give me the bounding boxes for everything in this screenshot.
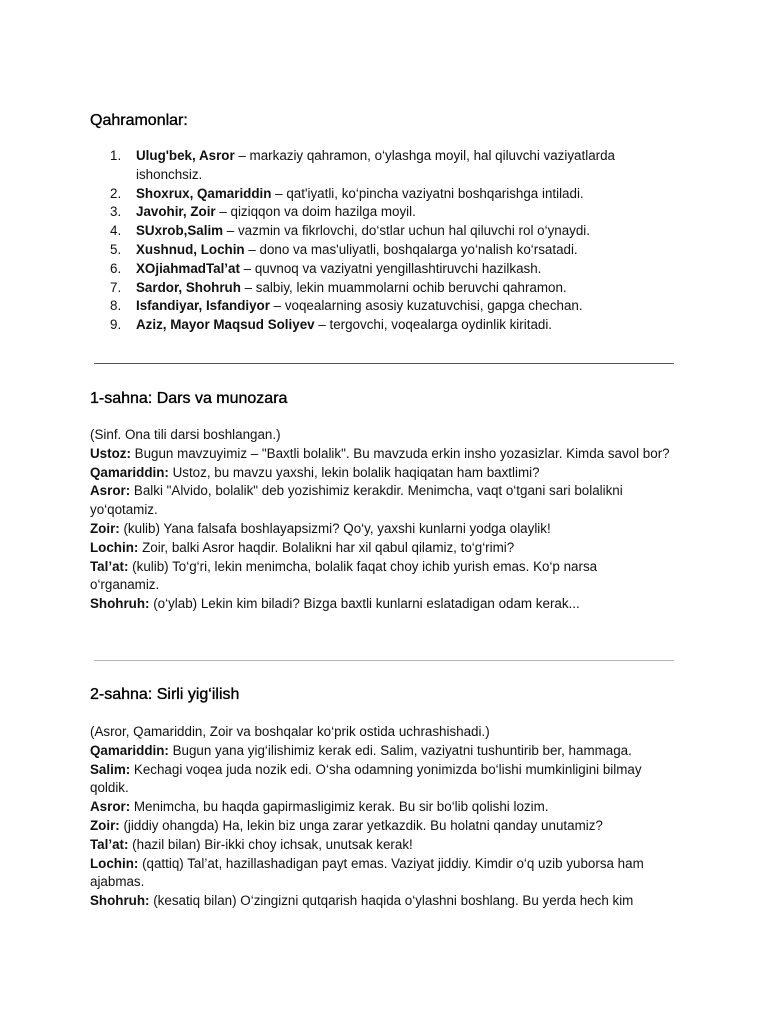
speaker-name: Lochin: (90, 539, 139, 555)
list-number: 8. (110, 298, 122, 314)
list-item (90, 185, 656, 204)
dialogue-line (90, 742, 670, 761)
characters-list (90, 147, 656, 335)
character-description: – voqealarning asosiy kuzatuvchisi, gapga chechan. (269, 298, 583, 314)
list-number: 6. (110, 260, 122, 276)
speaker-name: Qamariddin: (90, 464, 169, 480)
dialogue-text: Zoir, balki Asror haqdir. Bolalikni har xil qabul qilamiz, to‘g‘rimi? (138, 539, 515, 555)
dialogue-text: Ustoz, bu mavzu yaxshi, lekin bolalik haqiqatan ham baxtlimi? (168, 464, 540, 480)
character-description: – qat'iyatli, ko‘pincha vaziyatni boshqarishga intiladi. (271, 185, 584, 201)
dialogue-line (90, 817, 670, 836)
scene-1-title: 1-sahna: Dars va munozara (90, 390, 288, 407)
character-name: XOjiahmadTal’at (136, 260, 240, 276)
list-item (90, 316, 656, 335)
list-item (90, 297, 656, 316)
scene-2-title: 2-sahna: Sirli yig‘ilish (90, 686, 240, 703)
dialogue-text: Bugun yana yig‘ilishimiz kerak edi. Salim, vaziyatni tushuntirib ber, hammaga. (168, 742, 632, 758)
dialogue-line (90, 539, 670, 558)
character-description: – salbiy, lekin muammolarni ochib beruvchi qahramon. (240, 279, 567, 295)
list-number: 4. (110, 223, 122, 239)
speaker-name: Tal’at: (90, 836, 129, 852)
speaker-name: Asror: (90, 799, 131, 815)
speaker-name: Ustoz: (90, 445, 131, 461)
stage-direction (90, 426, 670, 445)
dialogue-line (90, 464, 670, 483)
list-number: 5. (110, 241, 122, 257)
character-description: – qiziqqon va doim hazilga moyil. (215, 204, 416, 220)
stage-direction (90, 723, 670, 742)
dialogue-line (90, 761, 670, 799)
list-number: 7. (110, 279, 122, 295)
dialogue-text: (hazil bilan) Bir-ikki choy ichsak, unutsak kerak! (128, 836, 413, 852)
list-number: 3. (110, 204, 122, 220)
list-number: 9. (110, 317, 122, 333)
dialogue-text: (jiddiy ohangda) Ha, lekin biz unga zarar yetkazdik. Bu holatni qanday unutamiz? (119, 817, 603, 833)
dialogue-line (90, 445, 670, 464)
character-description: – markaziy qahramon, o‘ylashga moyil, hal qiluvchi vaziyatlarda ishonchsiz. (136, 148, 615, 182)
list-item (90, 222, 656, 241)
dialogue-line (90, 855, 670, 893)
character-name: Javohir, Zoir (136, 204, 216, 220)
list-item (90, 279, 656, 298)
character-name: Aziz, Mayor Maqsud Soliyev (136, 317, 315, 333)
dialogue-text: (kesatiq bilan) O‘zingizni qutqarish haqida o‘ylashni boshlang. Bu yerda hech kim (149, 893, 634, 909)
dialogue-line (90, 520, 670, 539)
dialogue-text: (qattiq) Tal’at, hazillashadigan payt emas. Vaziyat jiddiy. Kimdir o‘q uzib yuborsa ham ajabmas. (90, 855, 644, 890)
character-description: – quvnoq va vaziyatni yengillashtiruvchi hazilkash. (239, 260, 542, 276)
speaker-name: Tal’at: (90, 558, 129, 574)
dialogue-line (90, 595, 670, 614)
speaker-name: Zoir: (90, 520, 120, 536)
dialogue-text: (kulib) Yana falsafa boshlayapsizmi? Qo‘y, yaxshi kunlarni yodga olaylik! (119, 520, 551, 536)
section-divider (94, 660, 674, 661)
scene-2-body (90, 723, 670, 911)
dialogue-line (90, 558, 670, 596)
character-name: Shoxrux, Qamariddin (136, 185, 272, 201)
list-number: 2. (110, 185, 122, 201)
speaker-name: Shohruh: (90, 596, 150, 612)
dialogue-text: (Asror, Qamariddin, Zoir va boshqalar ko‘prik ostida uchrashishadi.) (90, 724, 490, 739)
list-item (90, 260, 656, 279)
list-number: 1. (110, 148, 122, 163)
dialogue-text: Balki "Alvido, bolalik" deb yozishimiz kerakdir. Menimcha, vaqt o‘tgani sari bolalikni yo‘qotamiz. (90, 483, 623, 518)
characters-heading: Qahramonlar: (90, 112, 188, 129)
character-name: Isfandiyar, Isfandiyor (136, 298, 270, 314)
speaker-name: Qamariddin: (90, 742, 169, 758)
dialogue-text: (o‘ylab) Lekin kim biladi? Bizga baxtli kunlarni eslatadigan odam kerak... (149, 596, 580, 612)
character-description: – tergovchi, voqealarga oydinlik kiritadi. (314, 317, 553, 333)
section-divider (94, 363, 674, 364)
list-item (90, 203, 656, 222)
dialogue-line (90, 798, 670, 817)
character-name: SUxrob,Salim (136, 223, 224, 239)
character-name: Xushnud, Lochin (136, 241, 245, 257)
scene-1-body (90, 426, 670, 614)
speaker-name: Shohruh: (90, 893, 150, 909)
speaker-name: Lochin: (90, 855, 139, 871)
character-description: – vazmin va fikrlovchi, do‘stlar uchun hal qiluvchi rol o‘ynaydi. (223, 223, 590, 239)
dialogue-text: (kulib) To‘g‘ri, lekin menimcha, bolalik faqat choy ichib yurish emas. Ko‘p narsa o‘rganamiz. (90, 558, 598, 593)
list-item (90, 241, 656, 260)
dialogue-text: Kechagi voqea juda nozik edi. O‘sha odamning yonimizda bo‘lishi mumkinligini bilmay qoldik. (90, 761, 642, 796)
speaker-name: Zoir: (90, 817, 120, 833)
character-name: Ulug'bek, Asror (136, 148, 235, 163)
character-description: – dono va mas'uliyatli, boshqalarga yo‘nalish ko‘rsatadi. (244, 241, 578, 257)
dialogue-text: Bugun mavzuyimiz – "Baxtli bolalik". Bu mavzuda erkin insho yozasizlar. Kimda savol bor? (130, 445, 670, 461)
character-name: Sardor, Shohruh (136, 279, 241, 295)
dialogue-text: Menimcha, bu haqda gapirmasligimiz kerak. Bu sir bo‘lib qolishi lozim. (130, 799, 549, 815)
dialogue-line (90, 482, 670, 520)
speaker-name: Asror: (90, 483, 131, 499)
dialogue-line (90, 836, 670, 855)
dialogue-line (90, 892, 670, 911)
dialogue-text: (Sinf. Ona tili darsi boshlangan.) (90, 427, 281, 442)
list-item (90, 147, 656, 185)
speaker-name: Salim: (90, 761, 131, 777)
